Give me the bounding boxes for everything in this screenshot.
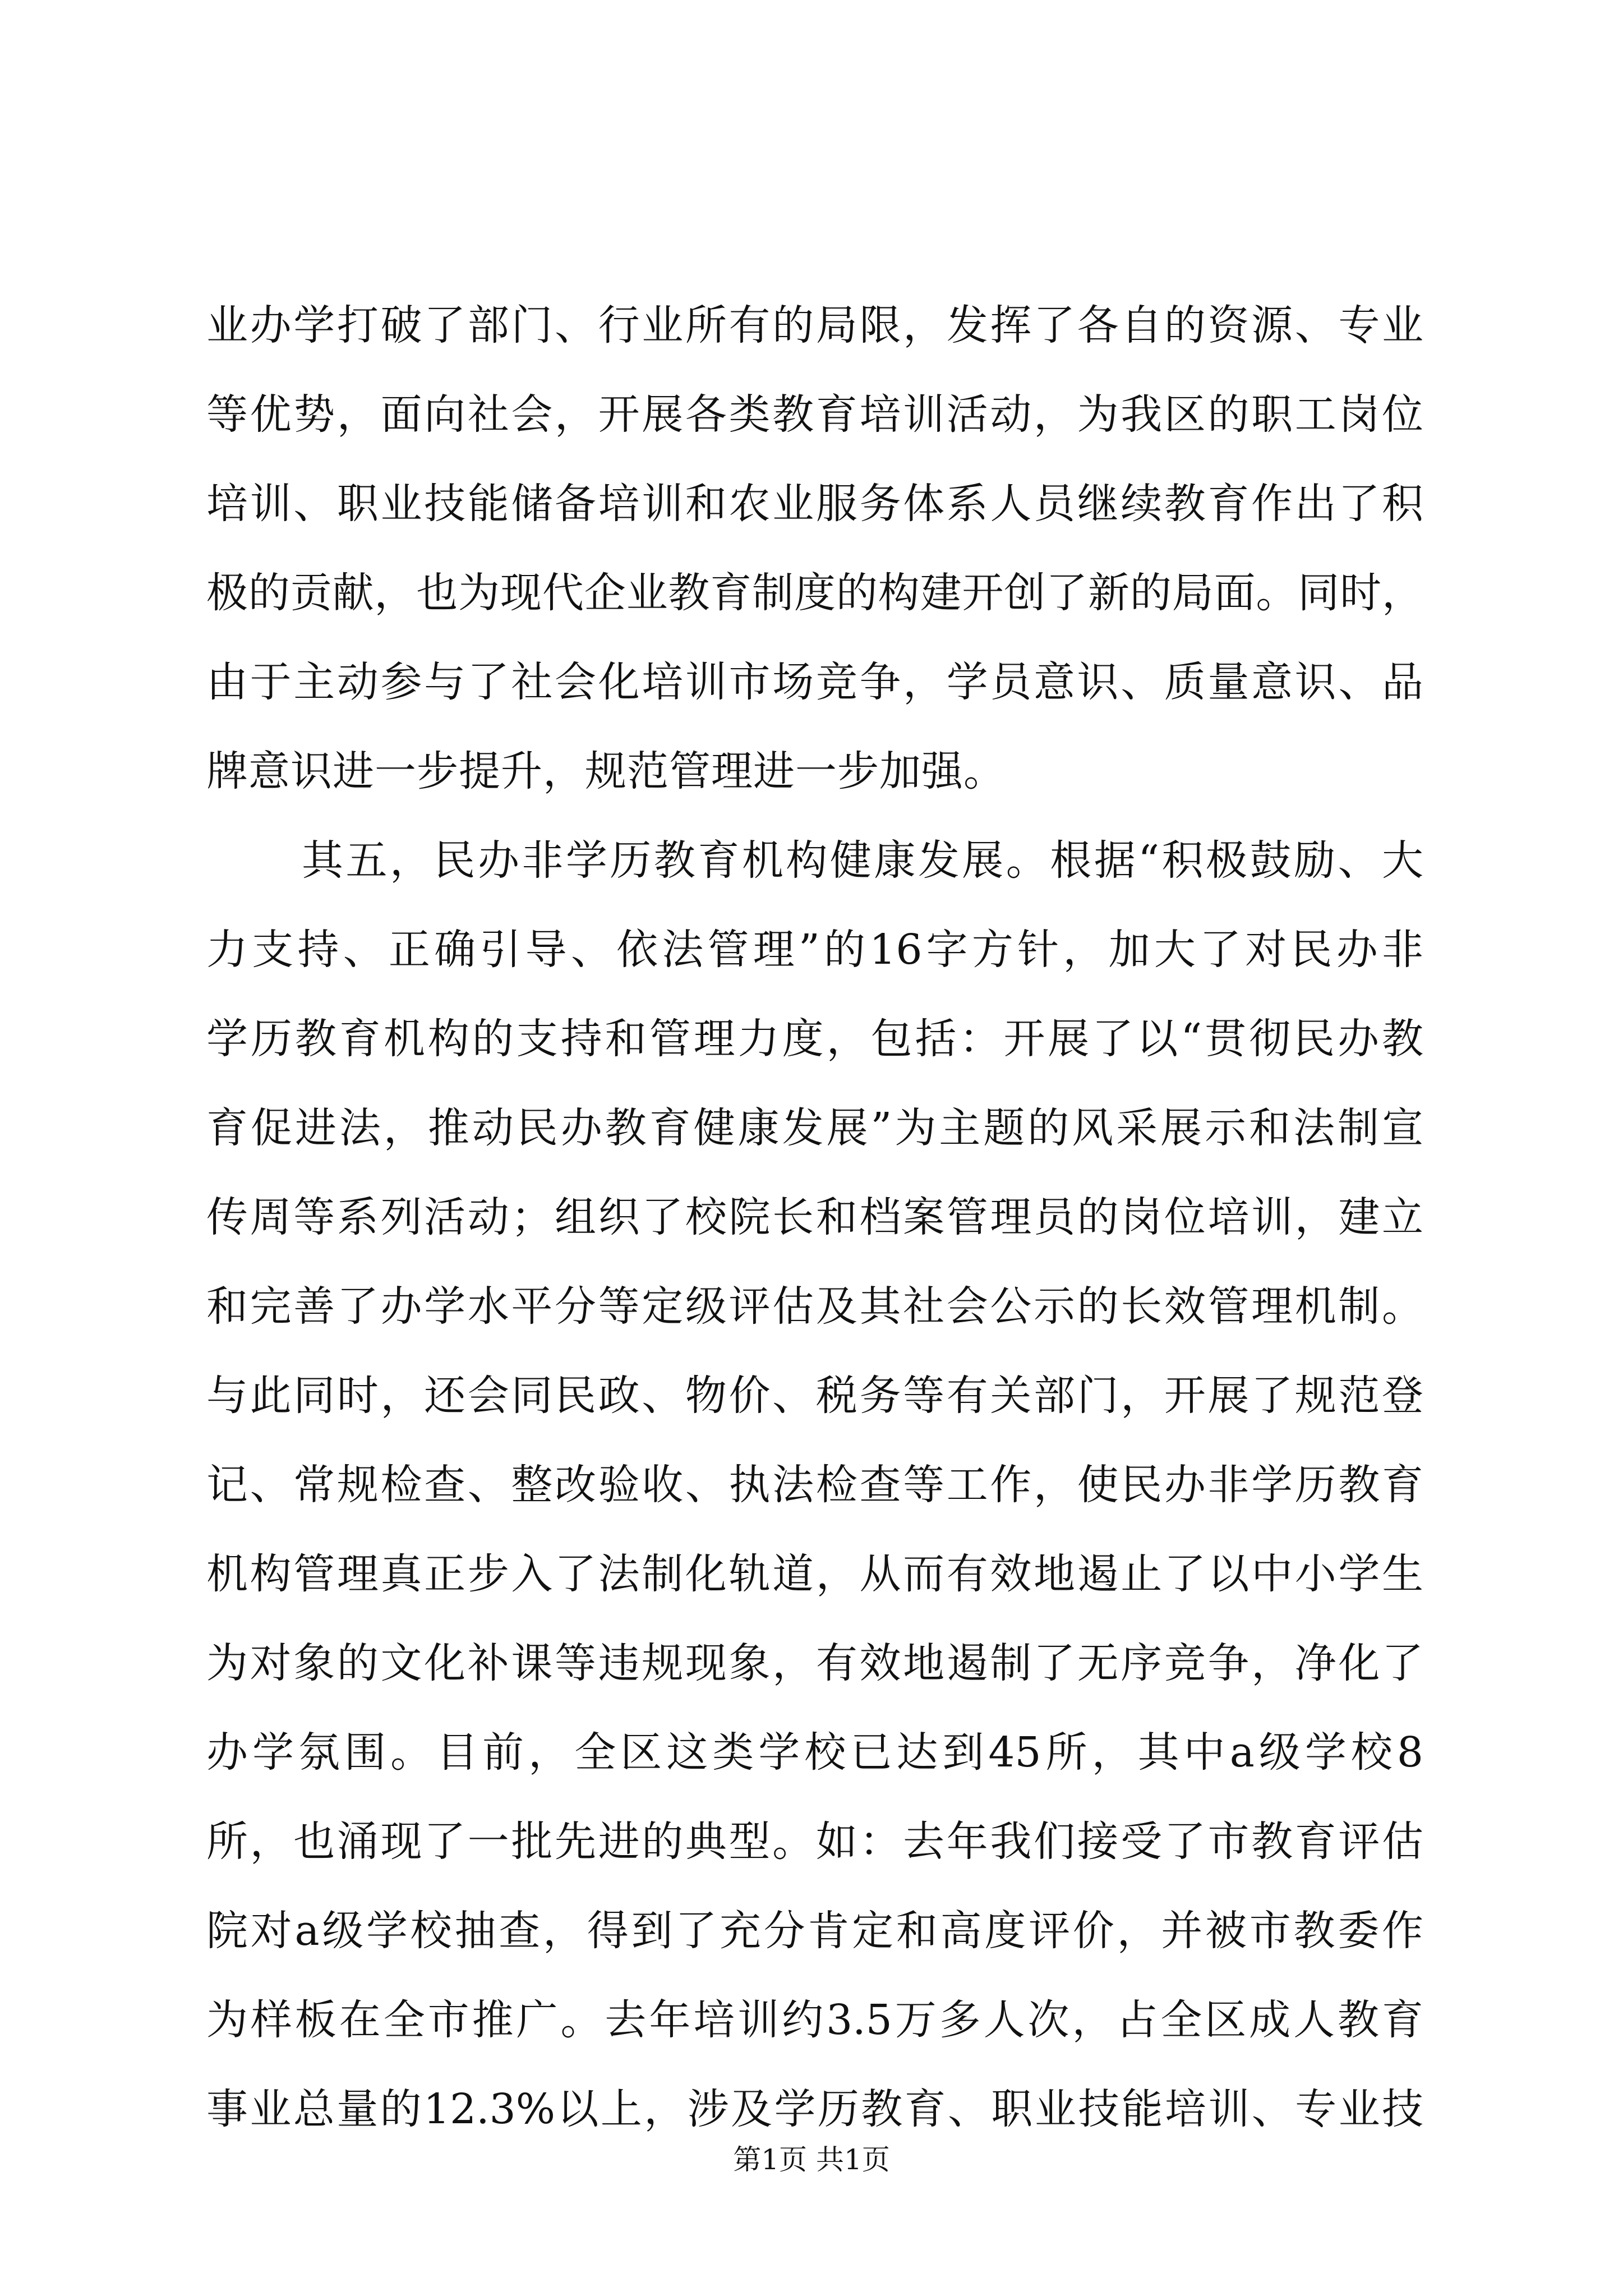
body-line: 为样板在全市推广。去年培训约3.5万多人次，占全区成人教育 bbox=[206, 1996, 1423, 2044]
body-line: 牌意识进一步提升，规范管理进一步加强。 bbox=[206, 747, 1006, 795]
body-line: 与此同时，还会同民政、物价、税务等有关部门，开展了规范登 bbox=[206, 1372, 1423, 1420]
body-line: 极的贡献，也为现代企业教育制度的构建开创了新的局面。同时， bbox=[206, 569, 1423, 617]
body-line: 和完善了办学水平分等定级评估及其社会公示的长效管理机制。 bbox=[206, 1282, 1423, 1331]
body-line: 由于主动参与了社会化培训市场竞争，学员意识、质量意识、品 bbox=[206, 658, 1423, 706]
body-line: 培训、职业技能储备培训和农业服务体系人员继续教育作出了积 bbox=[206, 480, 1423, 528]
body-line: 所，也涌现了一批先进的典型。如：去年我们接受了市教育评估 bbox=[206, 1818, 1423, 1866]
body-line: 传周等系列活动；组织了校院长和档案管理员的岗位培训，建立 bbox=[206, 1193, 1423, 1241]
body-line: 力支持、正确引导、依法管理”的16字方针，加大了对民办非 bbox=[206, 926, 1423, 974]
body-line: 院对a级学校抽查，得到了充分肯定和高度评价，并被市教委作 bbox=[206, 1907, 1423, 1955]
body-line: 业办学打破了部门、行业所有的局限，发挥了各自的资源、专业 bbox=[206, 301, 1423, 349]
paragraph-first-line: 其五，民办非学历教育机构健康发展。根据“积极鼓励、大 bbox=[302, 836, 1423, 885]
body-line: 育促进法，推动民办教育健康发展”为主题的风采展示和法制宣 bbox=[206, 1104, 1423, 1152]
page-footer: 第1页 共1页 bbox=[733, 2143, 890, 2176]
body-line: 机构管理真正步入了法制化轨道，从而有效地遏止了以中小学生 bbox=[206, 1550, 1423, 1598]
body-line: 为对象的文化补课等违规现象，有效地遏制了无序竞争，净化了 bbox=[206, 1639, 1423, 1687]
body-line: 记、常规检查、整改验收、执法检查等工作，使民办非学历教育 bbox=[206, 1461, 1423, 1509]
body-line: 事业总量的12.3%以上，涉及学历教育、职业技能培训、专业技 bbox=[206, 2085, 1423, 2133]
body-line: 学历教育机构的支持和管理力度，包括：开展了以“贯彻民办教 bbox=[206, 1015, 1423, 1063]
body-line: 办学氛围。目前，全区这类学校已达到45所，其中a级学校8 bbox=[206, 1728, 1423, 1777]
body-line: 等优势，面向社会，开展各类教育培训活动，为我区的职工岗位 bbox=[206, 390, 1423, 439]
